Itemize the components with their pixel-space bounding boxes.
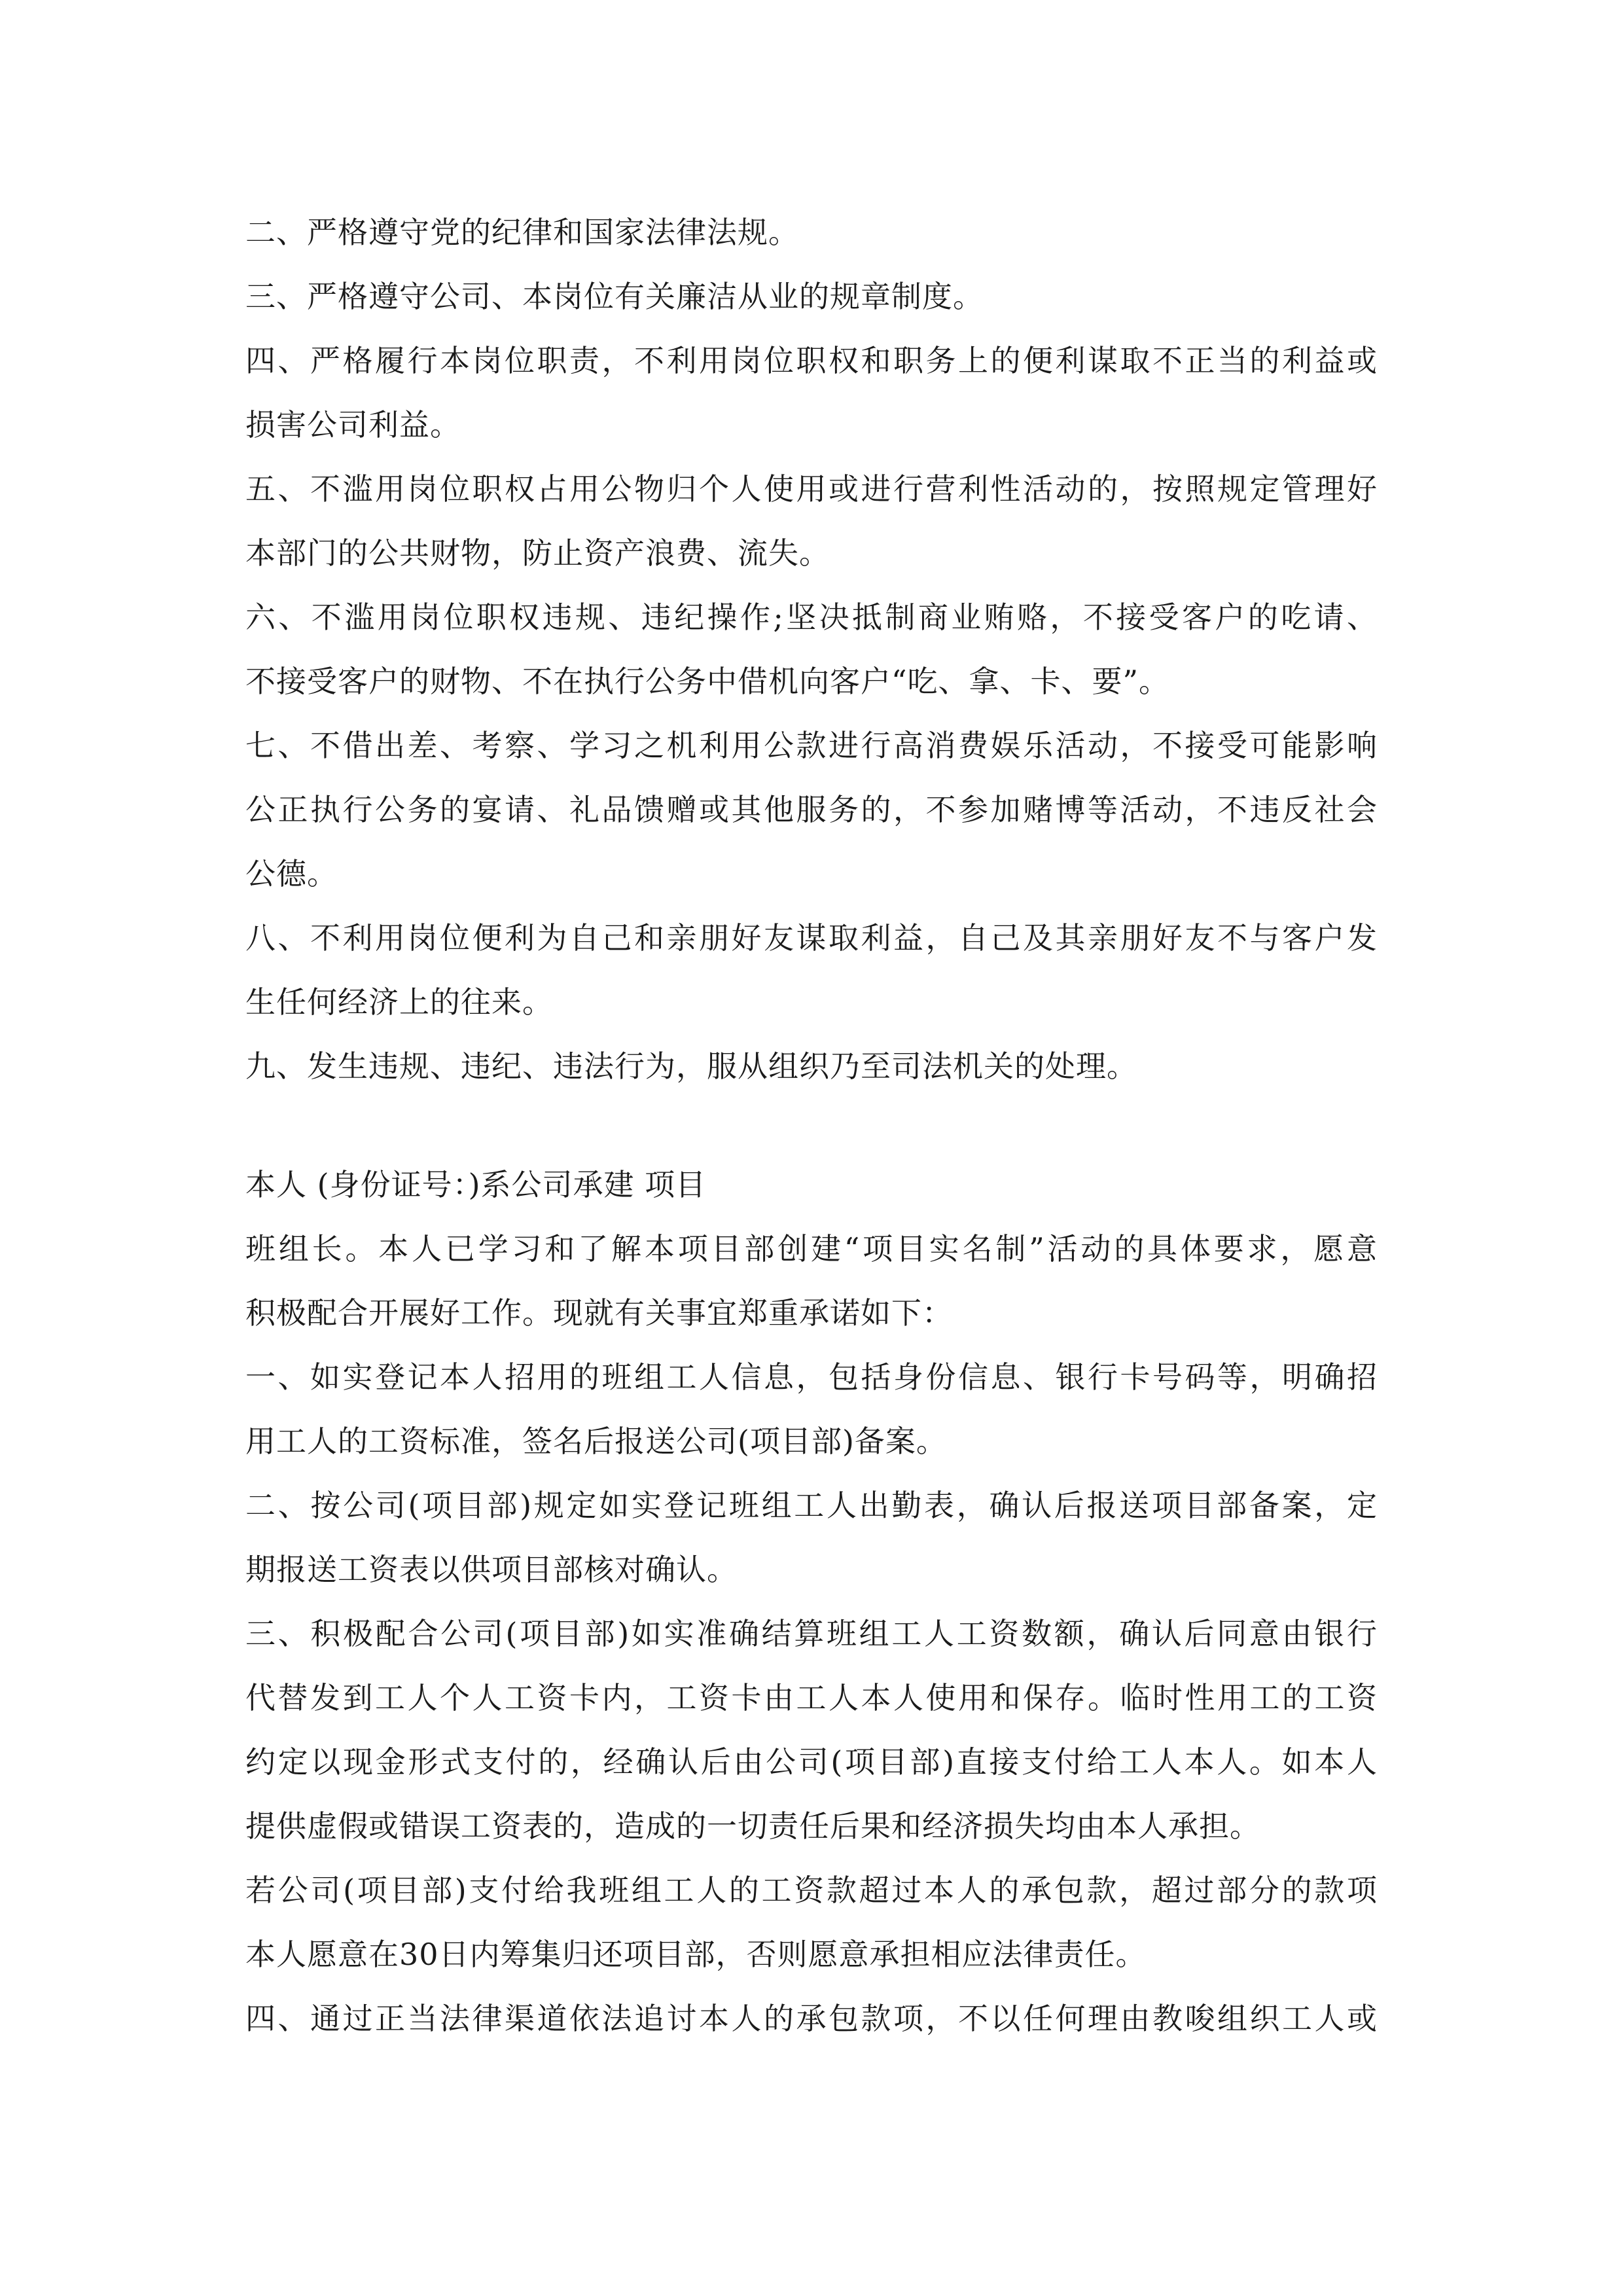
- clause-line: 五、不滥用岗位职权占用公物归个人使用或进行营利性活动的，按照规定管理好: [245, 471, 1378, 507]
- team-leader-commitment-section: [245, 1153, 1378, 2051]
- commitment-line: 期报送工资表以供项目部核对确认。: [245, 1552, 738, 1587]
- commitment-line: 四、通过正当法律渠道依法追讨本人的承包款项，不以任何理由教唆组织工人或: [245, 2001, 1378, 2036]
- commitment-line: 约定以现金形式支付的，经确认后由公司(项目部)直接支付给工人本人。如本人: [245, 1744, 1378, 1780]
- commitment-line: 二、按公司(项目部)规定如实登记班组工人出勤表，确认后报送项目部备案，定: [245, 1488, 1378, 1523]
- commitment-line: 用工人的工资标准，签名后报送公司(项目部)备案。: [245, 1424, 947, 1459]
- clause-line: 八、不利用岗位便利为自己和亲朋好友谋取利益，自己及其亲朋好友不与客户发: [245, 920, 1378, 956]
- clause-line: 九、发生违规、违纪、违法行为，服从组织乃至司法机关的处理。: [245, 1049, 1137, 1084]
- commitment-line: 代替发到工人个人工资卡内，工资卡由工人本人使用和保存。临时性用工的工资: [245, 1680, 1378, 1715]
- clause-line: 二、严格遵守党的纪律和国家法律法规。: [245, 215, 799, 250]
- commitment-line: 若公司(项目部)支付给我班组工人的工资款超过本人的承包款，超过部分的款项: [245, 1873, 1378, 1908]
- clause-line: 损害公司利益。: [245, 407, 461, 442]
- clause-line: 公德。: [245, 856, 338, 891]
- commitment-line: 积极配合开展好工作。现就有关事宜郑重承诺如下：: [245, 1295, 953, 1331]
- commitment-line: 班组长。本人已学习和了解本项目部创建“项目实名制”活动的具体要求，愿意: [245, 1231, 1378, 1266]
- commitment-line: 三、积极配合公司(项目部)如实准确结算班组工人工资数额，确认后同意由银行: [245, 1616, 1378, 1651]
- commitment-line: 提供虚假或错误工资表的，造成的一切责任后果和经济损失均由本人承担。: [245, 1808, 1260, 1844]
- clause-line: 七、不借出差、考察、学习之机利用公款进行高消费娱乐活动，不接受可能影响: [245, 728, 1378, 763]
- commitment-line: 一、如实登记本人招用的班组工人信息，包括身份信息、银行卡号码等，明确招: [245, 1359, 1378, 1395]
- clause-line: 本部门的公共财物，防止资产浪费、流失。: [245, 535, 830, 571]
- commitment-intro-line: 本人 (身份证号：)系公司承建 项目: [245, 1167, 707, 1202]
- clause-line: 三、严格遵守公司、本岗位有关廉洁从业的规章制度。: [245, 279, 984, 314]
- clause-line: 四、严格履行本岗位职责，不利用岗位职权和职务上的便利谋取不正当的利益或: [245, 343, 1378, 378]
- clause-line: 生任何经济上的往来。: [245, 984, 553, 1020]
- commitment-line: 本人愿意在30日内筹集归还项目部，否则愿意承担相应法律责任。: [245, 1937, 1147, 1972]
- clause-line: 六、不滥用岗位职权违规、违纪操作;坚决抵制商业贿赂，不接受客户的吃请、: [245, 600, 1378, 635]
- clause-line: 不接受客户的财物、不在执行公务中借机向客户“吃、拿、卡、要”。: [245, 664, 1170, 699]
- commitment-clauses-section: [245, 200, 1378, 1098]
- clause-line: 公正执行公务的宴请、礼品馈赠或其他服务的，不参加赌博等活动，不违反社会: [245, 792, 1378, 827]
